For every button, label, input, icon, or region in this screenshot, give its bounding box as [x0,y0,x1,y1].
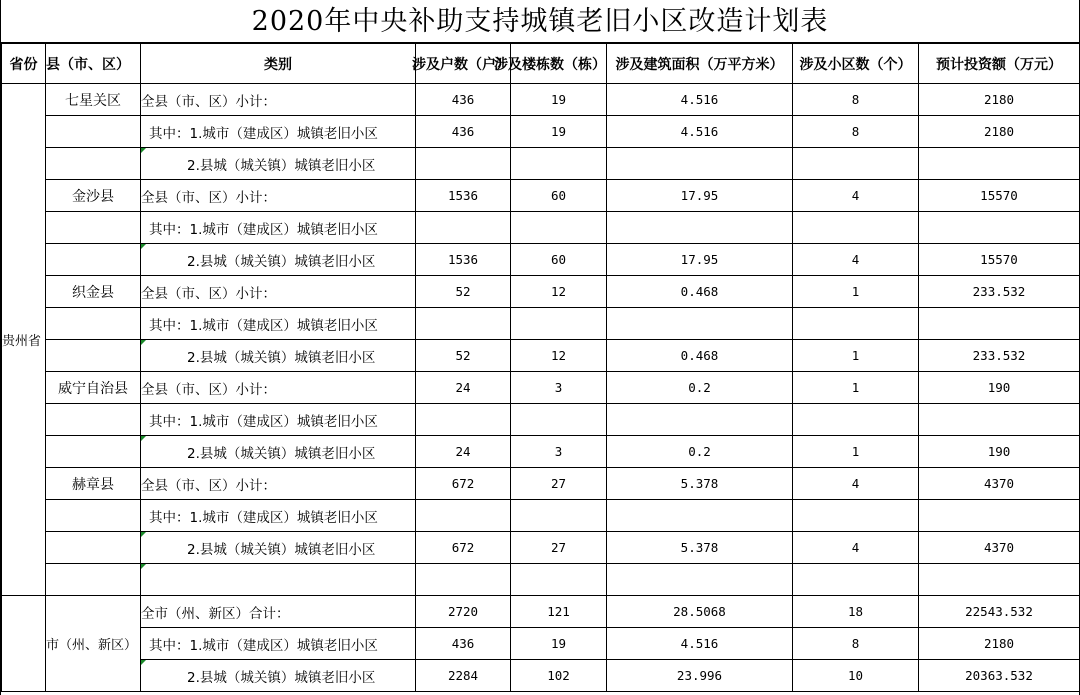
header-area[interactable]: 涉及建筑面积（万平方米） [607,44,793,84]
investment-cell[interactable]: 4370 [919,468,1080,500]
buildings-cell[interactable]: 12 [511,276,607,308]
area-cell[interactable]: 4.516 [607,628,793,660]
table-row [2,660,1080,692]
city-label: 市（州、新区） [46,638,138,653]
buildings-cell[interactable]: 60 [511,244,607,276]
header-investment[interactable]: 预计投资额（万元） [919,44,1080,84]
category-cell[interactable]: 全市（州、新区）合计： [141,596,416,628]
category-cell[interactable]: 2.县城（城关镇）城镇老旧小区 [141,532,416,564]
county-cell[interactable]: 织金县 [46,276,141,308]
category-cell[interactable]: 2.县城（城关镇）城镇老旧小区 [141,244,416,276]
investment-cell[interactable]: 2180 [919,628,1080,660]
table-row [2,340,1080,372]
communities-cell[interactable]: 1 [793,276,919,308]
area-cell[interactable]: 0.2 [607,372,793,404]
area-cell[interactable]: 4.516 [607,116,793,148]
category-cell[interactable]: 2.县城（城关镇）城镇老旧小区 [141,148,416,180]
investment-cell[interactable]: 4370 [919,532,1080,564]
table-row [2,596,1080,628]
investment-cell[interactable]: 233.532 [919,276,1080,308]
county-cell[interactable]: 七星关区 [46,84,141,116]
buildings-cell[interactable]: 3 [511,372,607,404]
investment-cell[interactable] [919,564,1080,596]
category-cell[interactable]: 2.县城（城关镇）城镇老旧小区 [141,436,416,468]
area-cell[interactable]: 4.516 [607,84,793,116]
county-cell[interactable] [46,212,141,244]
households-cell[interactable]: 672 [416,532,511,564]
category-cell[interactable]: 其中：1.城市（建成区）城镇老旧小区 [141,628,416,660]
investment-cell[interactable]: 2180 [919,116,1080,148]
table-row [2,468,1080,500]
households-cell[interactable] [416,564,511,596]
households-cell[interactable]: 24 [416,436,511,468]
communities-cell[interactable]: 4 [793,244,919,276]
category-cell[interactable]: 其中：1.城市（建成区）城镇老旧小区 [141,116,416,148]
buildings-cell[interactable] [511,500,607,532]
table-row [2,148,1080,180]
area-cell[interactable]: 5.378 [607,468,793,500]
households-cell[interactable] [416,308,511,340]
category-cell[interactable]: 全县（市、区）小计： [141,468,416,500]
communities-cell[interactable] [793,564,919,596]
table-row [2,244,1080,276]
header-row [2,44,1080,84]
table-row [2,532,1080,564]
buildings-cell[interactable] [511,564,607,596]
investment-cell[interactable] [919,404,1080,436]
buildings-cell[interactable] [511,148,607,180]
investment-cell[interactable] [919,148,1080,180]
area-cell[interactable] [607,148,793,180]
households-cell[interactable]: 52 [416,340,511,372]
buildings-cell[interactable]: 19 [511,628,607,660]
buildings-cell[interactable] [511,308,607,340]
area-cell[interactable] [607,308,793,340]
county-cell[interactable] [46,148,141,180]
investment-cell[interactable] [919,500,1080,532]
households-cell[interactable]: 1536 [416,180,511,212]
table-row [2,276,1080,308]
table-row [2,564,1080,596]
communities-cell[interactable]: 1 [793,436,919,468]
households-cell[interactable]: 2720 [416,596,511,628]
buildings-cell[interactable]: 19 [511,84,607,116]
investment-cell[interactable]: 233.532 [919,340,1080,372]
table-row [2,180,1080,212]
county-cell[interactable] [46,116,141,148]
communities-cell[interactable]: 8 [793,116,919,148]
table-row [2,308,1080,340]
county-cell[interactable]: 金沙县 [46,180,141,212]
category-cell[interactable] [141,564,416,596]
communities-cell[interactable] [793,212,919,244]
buildings-cell[interactable]: 27 [511,468,607,500]
households-cell[interactable]: 24 [416,372,511,404]
investment-cell[interactable]: 15570 [919,180,1080,212]
investment-cell[interactable]: 190 [919,372,1080,404]
households-cell[interactable]: 436 [416,84,511,116]
area-cell[interactable]: 0.468 [607,340,793,372]
category-cell[interactable]: 2.县城（城关镇）城镇老旧小区 [141,660,416,692]
category-cell[interactable]: 全县（市、区）小计： [141,180,416,212]
area-cell[interactable]: 0.2 [607,436,793,468]
households-cell[interactable]: 1536 [416,244,511,276]
communities-cell[interactable] [793,404,919,436]
buildings-cell[interactable]: 19 [511,116,607,148]
area-cell[interactable]: 5.378 [607,532,793,564]
county-cell[interactable]: 威宁自治县 [46,372,141,404]
investment-cell[interactable]: 2180 [919,84,1080,116]
header-category[interactable]: 类别 [141,44,416,84]
communities-cell[interactable]: 8 [793,84,919,116]
communities-cell[interactable] [793,500,919,532]
investment-cell[interactable] [919,212,1080,244]
buildings-cell[interactable]: 121 [511,596,607,628]
area-cell[interactable]: 28.5068 [607,596,793,628]
category-cell[interactable]: 全县（市、区）小计： [141,84,416,116]
table-row [2,116,1080,148]
county-cell[interactable] [46,532,141,564]
category-cell[interactable]: 其中：1.城市（建成区）城镇老旧小区 [141,404,416,436]
communities-cell[interactable]: 1 [793,340,919,372]
county-cell[interactable] [46,500,141,532]
communities-cell[interactable] [793,308,919,340]
communities-cell[interactable]: 4 [793,468,919,500]
buildings-cell[interactable]: 102 [511,660,607,692]
investment-cell[interactable]: 190 [919,436,1080,468]
households-cell[interactable] [416,404,511,436]
buildings-cell[interactable]: 27 [511,532,607,564]
table-row [2,372,1080,404]
header-county[interactable]: 县（市、区） [46,44,141,84]
header-communities[interactable]: 涉及小区数（个） [793,44,919,84]
province-cell[interactable]: 贵州省 [2,84,46,596]
plan-table [1,43,1080,692]
communities-cell[interactable]: 1 [793,372,919,404]
households-cell[interactable]: 52 [416,276,511,308]
county-cell[interactable] [46,564,141,596]
buildings-cell[interactable]: 60 [511,180,607,212]
area-cell[interactable]: 17.95 [607,244,793,276]
sheet-title: 2020年中央补助支持城镇老旧小区改造计划表 [1,0,1079,43]
category-cell[interactable]: 全县（市、区）小计： [141,276,416,308]
buildings-cell[interactable]: 12 [511,340,607,372]
area-cell[interactable] [607,212,793,244]
investment-cell[interactable] [919,308,1080,340]
table-row [2,84,1080,116]
area-cell[interactable] [607,500,793,532]
investment-cell[interactable]: 15570 [919,244,1080,276]
area-cell[interactable]: 0.468 [607,276,793,308]
communities-cell[interactable]: 4 [793,180,919,212]
investment-cell[interactable]: 22543.532 [919,596,1080,628]
table-row [2,404,1080,436]
households-cell[interactable] [416,500,511,532]
communities-cell[interactable] [793,148,919,180]
table-row [2,628,1080,660]
communities-cell[interactable]: 4 [793,532,919,564]
county-cell[interactable] [46,436,141,468]
category-cell[interactable]: 其中：1.城市（建成区）城镇老旧小区 [141,500,416,532]
area-cell[interactable]: 23.996 [607,660,793,692]
communities-cell[interactable]: 8 [793,628,919,660]
county-cell[interactable] [46,308,141,340]
city-cell[interactable] [46,596,141,692]
buildings-cell[interactable] [511,212,607,244]
area-cell[interactable] [607,564,793,596]
households-cell[interactable] [416,212,511,244]
county-cell[interactable]: 赫章县 [46,468,141,500]
households-cell[interactable]: 436 [416,628,511,660]
buildings-cell[interactable] [511,404,607,436]
households-cell[interactable]: 436 [416,116,511,148]
households-cell[interactable]: 672 [416,468,511,500]
county-cell[interactable] [46,340,141,372]
area-cell[interactable] [607,404,793,436]
table-row [2,212,1080,244]
header-buildings[interactable]: 涉及楼栋数（栋） [511,44,607,84]
investment-cell[interactable]: 20363.532 [919,660,1080,692]
category-cell[interactable]: 2.县城（城关镇）城镇老旧小区 [141,340,416,372]
header-province[interactable]: 省份 [2,44,46,84]
county-cell[interactable] [46,404,141,436]
area-cell[interactable]: 17.95 [607,180,793,212]
category-cell[interactable]: 其中：1.城市（建成区）城镇老旧小区 [141,212,416,244]
category-cell[interactable]: 全县（市、区）小计： [141,372,416,404]
households-cell[interactable] [416,148,511,180]
province-cell-lower[interactable] [2,596,46,692]
households-cell[interactable]: 2284 [416,660,511,692]
category-cell[interactable]: 其中：1.城市（建成区）城镇老旧小区 [141,308,416,340]
communities-cell[interactable]: 10 [793,660,919,692]
table-row [2,436,1080,468]
header-households[interactable]: 涉及户数（户） [416,44,511,84]
table-row [2,500,1080,532]
communities-cell[interactable]: 18 [793,596,919,628]
county-cell[interactable] [46,244,141,276]
buildings-cell[interactable]: 3 [511,436,607,468]
